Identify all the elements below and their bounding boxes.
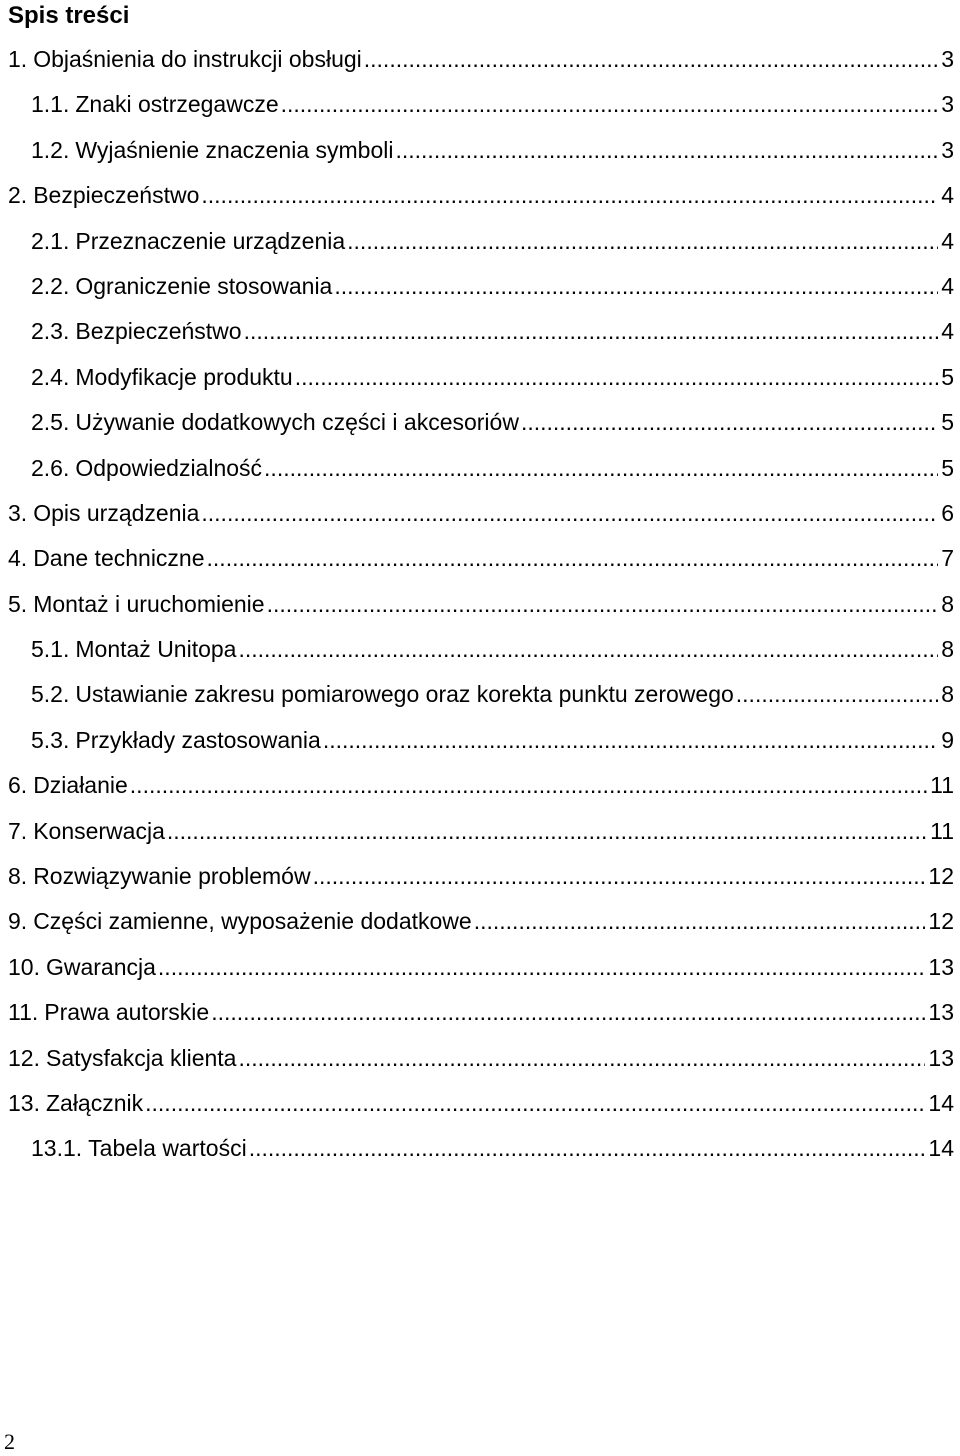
toc-entry-label: Ustawianie zakresu pomiarowego oraz korekta punktu zerowego [75, 681, 734, 708]
toc-entry-label: Tabela wartości [88, 1135, 247, 1162]
toc-title: Spis treści [8, 2, 130, 29]
toc-entry-label: Bezpieczeństwo [33, 182, 200, 209]
toc-dot-leader [395, 128, 938, 173]
toc-entry-number: 10. [8, 953, 40, 980]
toc-entry[interactable] [0, 809, 960, 854]
toc-entry-page-number: 12 [928, 908, 954, 935]
toc-entry-page-number: 3 [941, 136, 954, 163]
toc-entry-label: Dane techniczne [33, 545, 205, 572]
toc-entry-number: 8. [8, 863, 28, 890]
toc-entry-number: 2.4. [31, 363, 70, 390]
toc-entry-number: 4. [8, 545, 28, 572]
toc-entry[interactable] [0, 990, 960, 1035]
toc-entry[interactable] [0, 899, 960, 944]
toc-entry[interactable] [0, 627, 960, 672]
toc-entry-page-number: 8 [941, 681, 954, 708]
toc-entry-number: 5.1. [31, 636, 70, 663]
toc-entry[interactable] [0, 1081, 960, 1126]
toc-dot-leader [334, 264, 938, 309]
toc-dot-leader [347, 219, 938, 264]
toc-dot-leader [201, 173, 938, 218]
toc-entry[interactable] [0, 82, 960, 127]
toc-entry-page-number: 11 [930, 817, 954, 844]
toc-entry-number: 5.2. [31, 681, 70, 708]
toc-entry[interactable] [0, 219, 960, 264]
toc-list [0, 37, 960, 1172]
toc-entry-number: 1.1. [31, 91, 70, 118]
toc-entry[interactable] [0, 37, 960, 82]
toc-entry-label: Załącznik [45, 1089, 144, 1116]
toc-entry-page-number: 7 [941, 545, 954, 572]
toc-entry-number: 2.3. [31, 318, 70, 345]
toc-dot-leader [521, 400, 938, 445]
toc-dot-leader [201, 491, 938, 536]
toc-entry[interactable] [0, 400, 960, 445]
toc-entry[interactable] [0, 854, 960, 899]
toc-dot-leader [207, 536, 939, 581]
toc-dot-leader [364, 37, 938, 82]
toc-entry[interactable] [0, 582, 960, 627]
toc-entry-label: Znaki ostrzegawcze [75, 91, 279, 118]
toc-entry-label: Odpowiedzialność [75, 454, 263, 481]
toc-entry-number: 5. [8, 590, 28, 617]
toc-entry-page-number: 13 [928, 953, 954, 980]
toc-entry-label: Konserwacja [33, 817, 165, 844]
toc-entry-page-number: 3 [941, 91, 954, 118]
toc-entry-label: Gwarancja [45, 953, 156, 980]
toc-entry-label: Wyjaśnienie znaczenia symboli [75, 136, 394, 163]
toc-entry-page-number: 5 [941, 363, 954, 390]
toc-entry-number: 2.6. [31, 454, 70, 481]
toc-entry-page-number: 8 [941, 590, 954, 617]
toc-dot-leader [238, 627, 938, 672]
toc-entry-page-number: 8 [941, 636, 954, 663]
toc-entry[interactable] [0, 128, 960, 173]
toc-dot-leader [158, 945, 925, 990]
toc-entry-number: 6. [8, 772, 28, 799]
toc-entry-number: 2.1. [31, 227, 70, 254]
toc-dot-leader [313, 854, 926, 899]
toc-dot-leader [145, 1081, 925, 1126]
toc-dot-leader [130, 763, 927, 808]
toc-dot-leader [238, 1036, 925, 1081]
toc-entry-page-number: 5 [941, 409, 954, 436]
toc-entry[interactable] [0, 309, 960, 354]
toc-entry-page-number: 4 [941, 227, 954, 254]
toc-entry-number: 13.1. [31, 1135, 83, 1162]
toc-entry-number: 7. [8, 817, 28, 844]
toc-entry-page-number: 4 [941, 318, 954, 345]
toc-dot-leader [167, 809, 927, 854]
toc-entry-label: Modyfikacje produktu [75, 363, 293, 390]
toc-entry-label: Prawa autorskie [44, 999, 210, 1026]
toc-entry-label: Używanie dodatkowych części i akcesoriów [75, 409, 519, 436]
toc-dot-leader [323, 718, 938, 763]
toc-entry-page-number: 4 [941, 272, 954, 299]
toc-entry-label: Działanie [33, 772, 128, 799]
toc-entry-label: Ograniczenie stosowania [75, 272, 333, 299]
toc-entry[interactable] [0, 446, 960, 491]
toc-entry-number: 13. [8, 1089, 40, 1116]
toc-entry[interactable] [0, 173, 960, 218]
toc-entry-label: Montaż i uruchomienie [33, 590, 265, 617]
toc-entry-label: Opis urządzenia [33, 499, 200, 526]
toc-entry-page-number: 14 [928, 1089, 954, 1116]
toc-entry-number: 1. [8, 46, 28, 72]
toc-entry-number: 11. [8, 999, 39, 1026]
page-number: 2 [4, 1429, 15, 1454]
toc-entry[interactable] [0, 536, 960, 581]
toc-entry-page-number: 13 [928, 1044, 954, 1071]
toc-entry-label: Rozwiązywanie problemów [33, 863, 311, 890]
toc-entry-page-number: 13 [928, 999, 954, 1026]
toc-entry-label: Bezpieczeństwo [75, 318, 242, 345]
toc-entry-number: 1.2. [31, 136, 70, 163]
toc-entry-number: 3. [8, 499, 28, 526]
toc-dot-leader [267, 582, 939, 627]
toc-dot-leader [295, 355, 938, 400]
toc-entry-number: 2. [8, 182, 28, 209]
toc-entry-label: Przykłady zastosowania [75, 726, 321, 753]
toc-entry-label: Części zamienne, wyposażenie dodatkowe [33, 908, 472, 935]
toc-dot-leader [281, 82, 939, 127]
toc-entry[interactable] [0, 945, 960, 990]
toc-dot-leader [249, 1126, 926, 1171]
toc-entry-page-number: 14 [928, 1135, 954, 1162]
toc-entry[interactable] [0, 763, 960, 808]
toc-entry[interactable] [0, 1036, 960, 1081]
toc-entry-label: Objaśnienia do instrukcji obsługi [33, 46, 362, 72]
toc-entry[interactable] [0, 264, 960, 309]
toc-dot-leader [211, 990, 925, 1035]
toc-dot-leader [264, 446, 938, 491]
toc-entry-label: Satysfakcja klienta [45, 1044, 237, 1071]
toc-entry-page-number: 5 [941, 454, 954, 481]
toc-entry-page-number: 4 [941, 182, 954, 209]
toc-entry[interactable] [0, 672, 960, 717]
toc-entry-label: Przeznaczenie urządzenia [75, 227, 346, 254]
toc-entry-page-number: 12 [928, 863, 954, 890]
toc-entry[interactable] [0, 718, 960, 763]
toc-entry-number: 9. [8, 908, 28, 935]
toc-dot-leader [474, 899, 926, 944]
toc-entry-number: 12. [8, 1044, 40, 1071]
toc-entry-label: Montaż Unitopa [75, 636, 237, 663]
toc-dot-leader [244, 309, 939, 354]
toc-entry-page-number: 11 [930, 772, 954, 799]
toc-dot-leader [736, 672, 938, 717]
toc-entry-page-number: 9 [941, 726, 954, 753]
toc-entry-page-number: 6 [941, 499, 954, 526]
toc-entry[interactable] [0, 355, 960, 400]
toc-entry-number: 2.5. [31, 409, 70, 436]
toc-entry-number: 2.2. [31, 272, 70, 299]
toc-entry[interactable] [0, 491, 960, 536]
toc-entry-page-number: 3 [941, 46, 954, 72]
toc-entry-number: 5.3. [31, 726, 70, 753]
toc-entry[interactable] [0, 1126, 960, 1171]
